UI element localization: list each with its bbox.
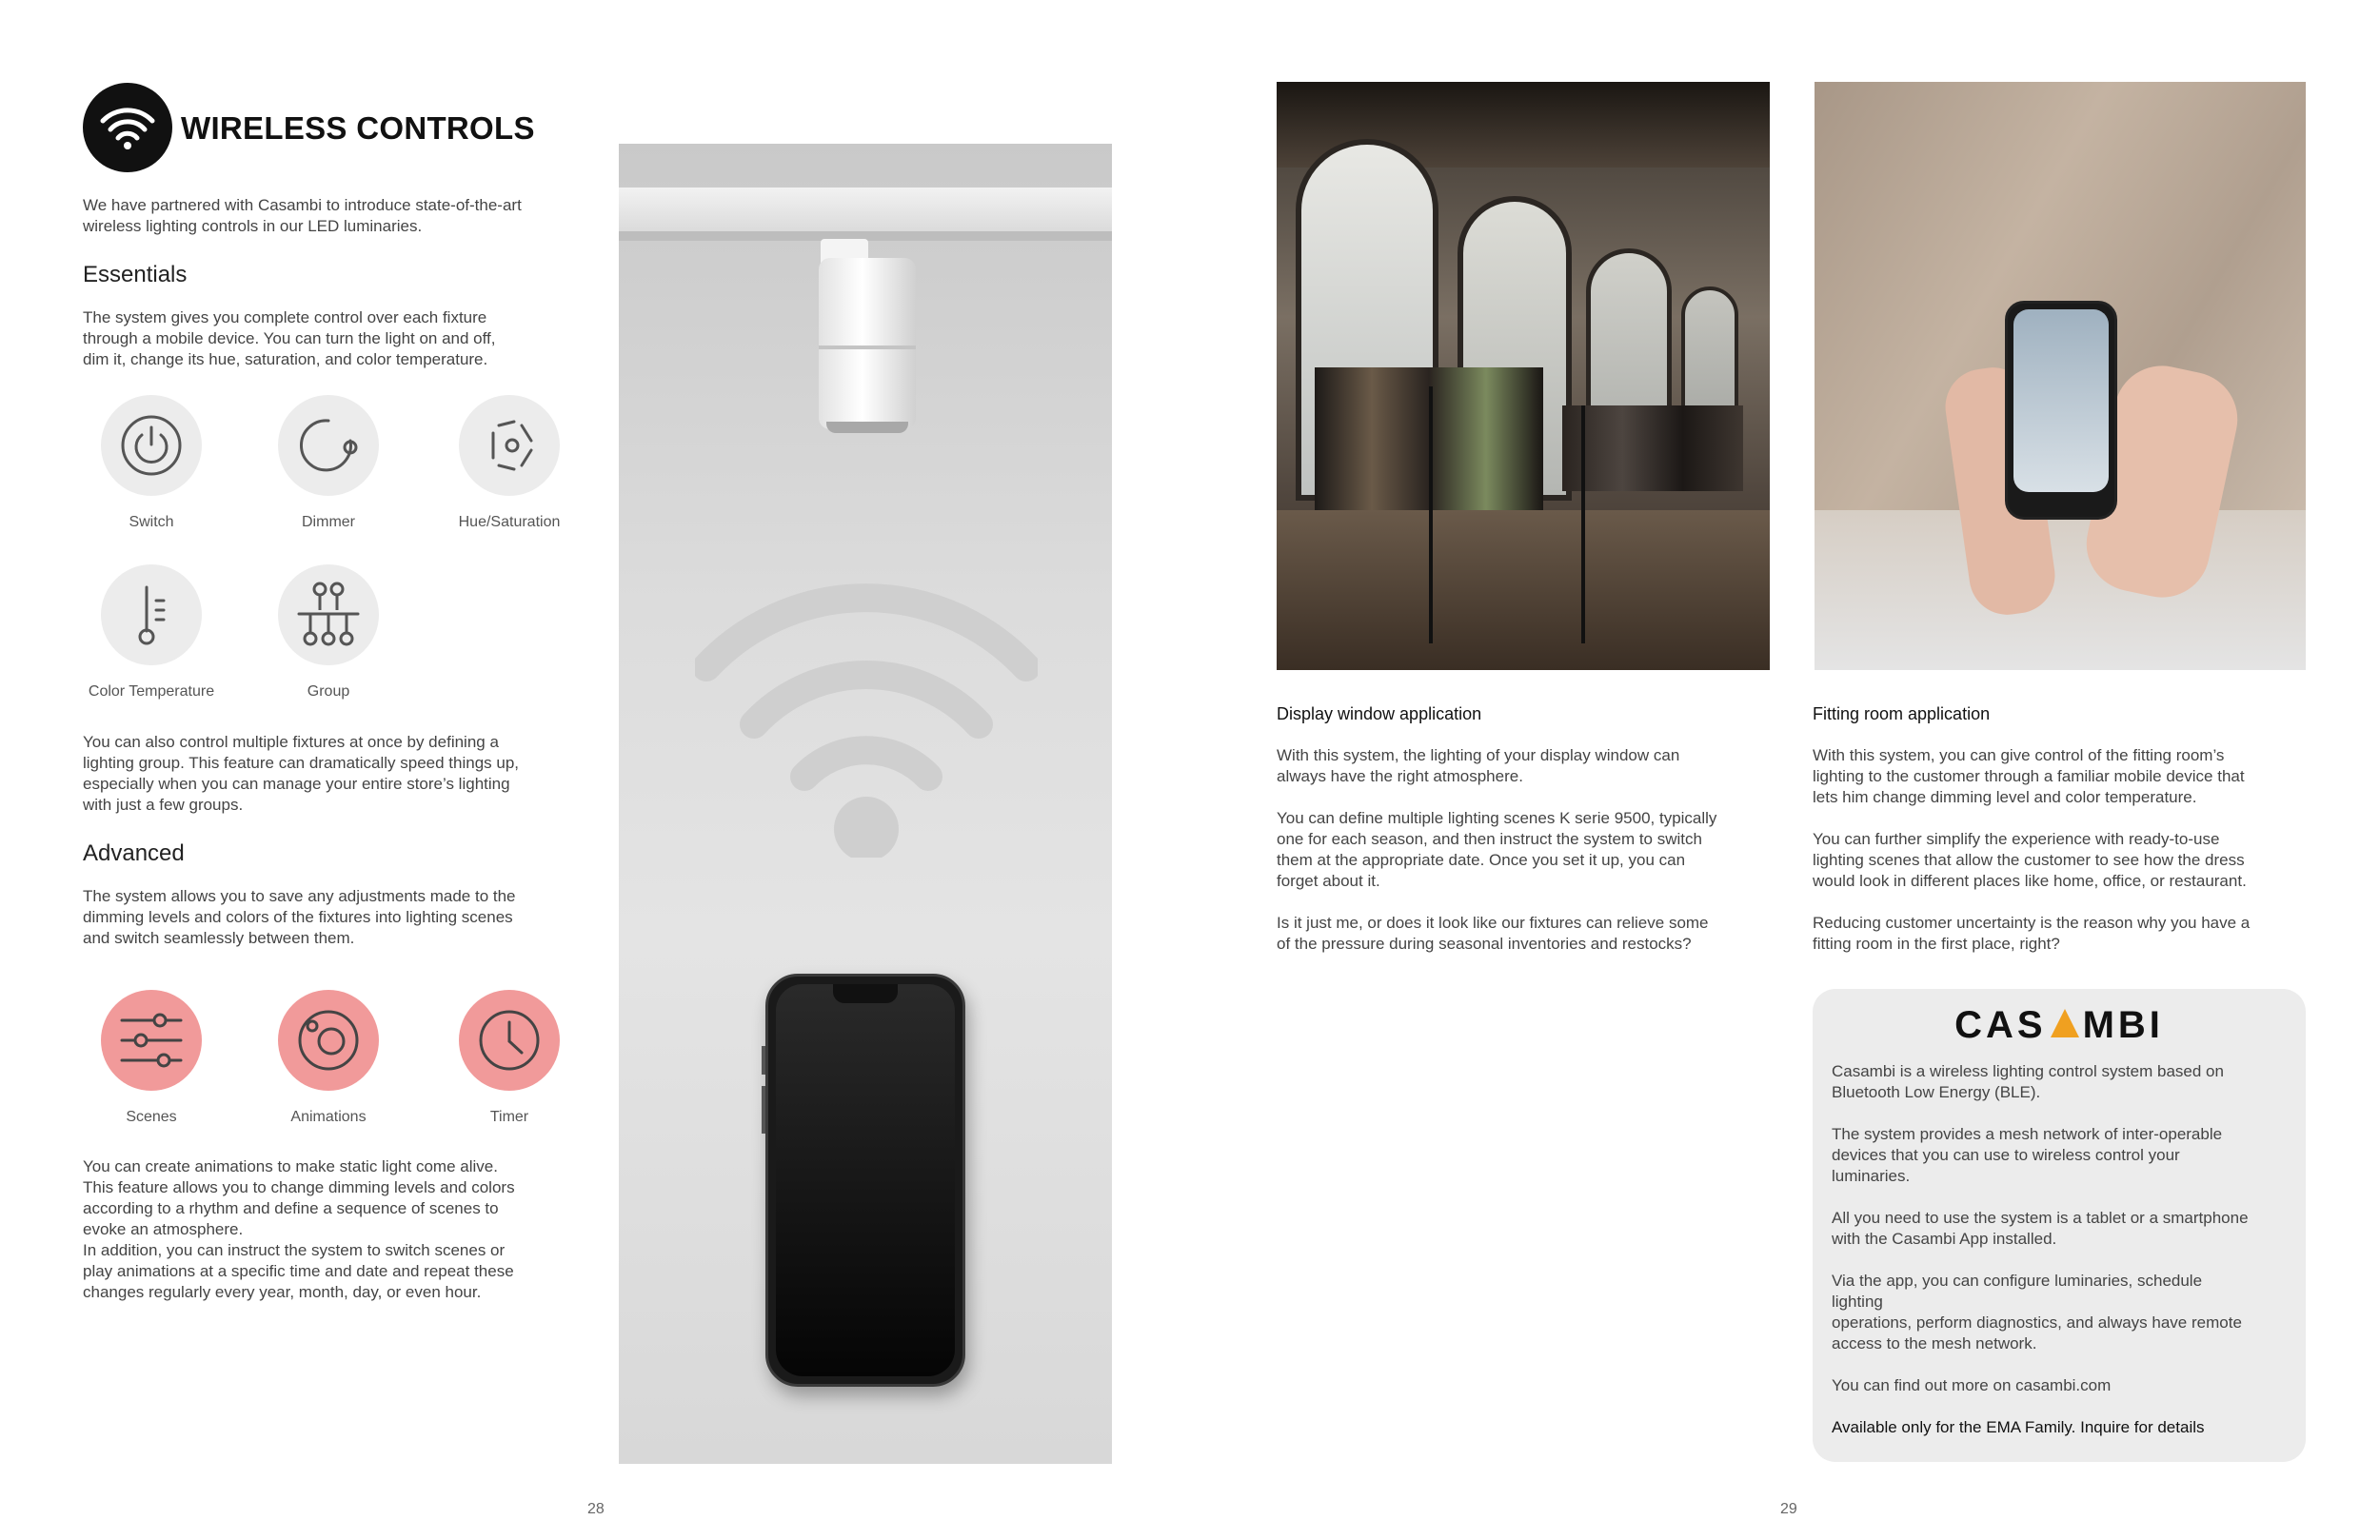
group-text: You can also control multiple fixtures at once by defining a lighting group. This feature can dramatically speed things up, especially when you can manage your entire store’s lighting with just a few groups. (83, 733, 520, 814)
dimmer-icon (295, 412, 362, 479)
phone-side-button (762, 1086, 765, 1134)
casambi-logo-a-icon (2051, 1009, 2079, 1037)
display-window-heading: Display window application (1277, 704, 1482, 723)
dimmer-icon-circle (278, 395, 379, 496)
spotlight-ring (819, 346, 916, 349)
phone-notch (833, 984, 898, 1003)
held-smartphone (2005, 301, 2117, 520)
clock-icon (474, 1005, 545, 1076)
group-label: Group (307, 683, 350, 700)
clothing-rack (1562, 405, 1743, 491)
display-window-p3: Is it just me, or does it look like our fixtures can relieve some of the pressure during seasonal inventories and restocks? (1277, 914, 1709, 953)
store-floor (1277, 510, 1770, 670)
fitting-room-p2: You can further simplify the experience with ready-to-use lighting scenes that allow the customer to see how the dress would look in different places like home, office, or restaurant. (1813, 830, 2247, 890)
spotlight-body (819, 258, 916, 429)
wifi-icon (99, 104, 156, 151)
intro-text: We have partnered with Casambi to introduce state-of-the-art wireless lighting controls in our LED luminaries. (83, 196, 522, 235)
casambi-p3: All you need to use the system is a tablet or a smartphone with the Casambi App installed. (1832, 1209, 2249, 1248)
casambi-logo (1813, 1004, 2306, 1047)
casambi-p1: Casambi is a wireless lighting control system based on Bluetooth Low Energy (BLE). (1832, 1062, 2224, 1101)
casambi-availability-note: Available only for the EMA Family. Inquire for details (1832, 1418, 2205, 1436)
casambi-info-box (1813, 989, 2306, 1462)
page-number-left: 28 (587, 1501, 605, 1517)
hue-icon-circle (459, 395, 560, 496)
animations-icon-circle (278, 990, 379, 1091)
rack-frame (1581, 405, 1585, 643)
smartphone (765, 974, 965, 1387)
group-icon-circle (278, 564, 379, 665)
advanced-heading: Advanced (83, 840, 185, 866)
fitting-room-photo (1815, 82, 2306, 670)
animations-text: You can create animations to make static light come alive. This feature allows you to change dimming levels and colors according to a rhythm and define a sequence of scenes to evoke an atmosphere. In addition, you can instruct the system to switch scenes or play animations at a specific time and date and repeat these changes regularly every year, month, day, or even hour. (83, 1157, 515, 1301)
timer-icon-circle (459, 990, 560, 1091)
switch-icon-circle (101, 395, 202, 496)
scenes-label: Scenes (126, 1109, 177, 1125)
page-number-right: 29 (1780, 1501, 1797, 1517)
color-temperature-icon-circle (101, 564, 202, 665)
display-window-p2: You can define multiple lighting scenes K serie 9500, typically one for each season, and then instruct the system to switch them at the appropriate date. Once you set it up, you can forget about it. (1277, 809, 1717, 890)
casambi-logo-right: MBI (2082, 1004, 2164, 1046)
essentials-text: The system gives you complete control over each fixture through a mobile device. You can turn the light on and off, dim it, change its hue, saturation, and color temperature. (83, 308, 496, 368)
rack-frame (1429, 386, 1433, 643)
product-image-panel (619, 144, 1112, 1464)
timer-label: Timer (489, 1109, 529, 1125)
thermometer-icon (118, 582, 185, 648)
page-title: WIRELESS CONTROLS (181, 110, 535, 146)
display-window-p1: With this system, the lighting of your display window can always have the right atmosphere. (1277, 746, 1680, 785)
store-photo (1277, 82, 1770, 670)
phone-side-button (762, 1046, 765, 1075)
casambi-logo-left: CAS (1954, 1004, 2047, 1046)
sliders-icon (116, 1005, 187, 1076)
fitting-room-p1: With this system, you can give control of the fitting room’s lighting to the customer through a familiar mobile device that lets him change dimming level and color temperature. (1813, 746, 2245, 806)
hue-icon (476, 412, 543, 479)
fitting-room-heading: Fitting room application (1813, 704, 1991, 723)
switch-label: Switch (129, 514, 174, 530)
animations-label: Animations (290, 1109, 367, 1125)
color-temperature-label: Color Temperature (88, 683, 215, 700)
wifi-watermark-icon (695, 582, 1038, 858)
scenes-icon-circle (101, 990, 202, 1091)
wireless-title-badge (83, 83, 172, 172)
held-phone-screen (2013, 309, 2109, 492)
group-icon (293, 580, 364, 650)
essentials-heading: Essentials (83, 262, 188, 287)
fitting-room-p3: Reducing customer uncertainty is the reason why you have a fitting room in the first place, right? (1813, 914, 2251, 953)
phone-screen (776, 984, 955, 1376)
animation-icon (293, 1005, 364, 1076)
hue-label: Hue/Saturation (458, 514, 561, 530)
casambi-p2: The system provides a mesh network of inter-operable devices that you can use to wireless control your luminaries. (1832, 1125, 2223, 1185)
power-icon (118, 412, 185, 479)
casambi-p5: You can find out more on casambi.com (1832, 1376, 2112, 1394)
advanced-text: The system allows you to save any adjustments made to the dimming levels and colors of the fixtures into lighting scenes and switch seamlessly between them. (83, 887, 516, 947)
dimmer-label: Dimmer (302, 514, 355, 530)
spotlight-lens (826, 422, 908, 433)
casambi-p4: Via the app, you can configure luminaries, schedule lighting operations, perform diagnostics, and always have remote access to the mesh network. (1832, 1272, 2242, 1352)
